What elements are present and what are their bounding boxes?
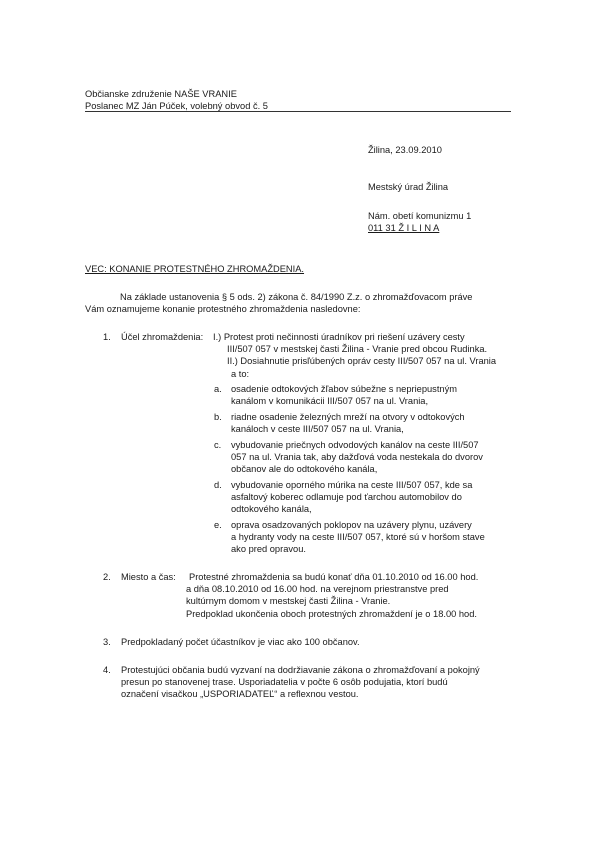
item-text-line: III/507 057 v mestskej časti Žilina - Vranie pred obcou Rudinka. — [227, 344, 488, 354]
sub-text-line: oprava osadzovaných poklopov na uzávery plynu, uzávery — [231, 520, 472, 530]
item-text-line: a dňa 08.10.2010 od 16.00 hod. na verejnom priestranstve pred — [186, 584, 449, 594]
item-text-line: a to: — [231, 369, 250, 379]
item-text-line: Predpoklad ukončenia oboch protestných zhromaždení je o 18.00 hod. — [186, 609, 477, 619]
sub-text-line: vybudovanie priečnych odvodových kanálov na ceste III/507 — [231, 440, 479, 450]
sub-text-line: 057 na ul. Vrania tak, aby dažďová voda nestekala do dvorov — [231, 452, 483, 462]
sub-text-line: osadenie odtokových žľabov súbežne s nepriepustným — [231, 384, 457, 394]
sub-letter: c. — [214, 440, 222, 450]
sub-text-line: asfaltový koberec odlamuje pod ťarchou automobilov do — [231, 492, 462, 502]
sender-organization: Občianske združenie NAŠE VRANIE — [85, 89, 237, 99]
item-number: 1. — [103, 332, 111, 342]
item-number: 2. — [103, 572, 111, 582]
intro-line-2: Vám oznamujeme konanie protestného zhromaždenia nasledovne: — [85, 304, 361, 314]
recipient-name: Mestský úrad Žilina — [368, 182, 449, 192]
sub-text-line: kanáloch v ceste III/507 057 na ul. Vrania, — [231, 424, 404, 434]
subject-line: VEC: KONANIE PROTESTNÉHO ZHROMAŽDENIA. — [85, 264, 305, 274]
item-number: 3. — [103, 637, 111, 647]
item-text-line: označení visačkou „USPORIADATEĽ“ a reflexnou vestou. — [121, 689, 359, 699]
item-text-line: presun po stanovenej trase. Usporiadatelia v počte 6 osôb podujatia, ktorí budú — [121, 677, 448, 687]
sub-text-line: riadne osadenie železných mreží na otvory v odtokových — [231, 412, 465, 422]
recipient-street: Nám. obetí komunizmu 1 — [368, 211, 472, 221]
header-divider — [85, 111, 511, 112]
recipient-city: 011 31 Ž I L I N A — [368, 223, 440, 233]
item-text-line: kultúrnym domom v mestskej časti Žilina - Vranie. — [186, 596, 391, 606]
item-text-line: II.) Dosiahnutie prisľúbených opráv cesty III/507 057 na ul. Vrania — [227, 356, 497, 366]
sub-text-line: vybudovanie oporného múrika na ceste III/507 057, kde sa — [231, 480, 473, 490]
sub-letter: d. — [214, 480, 222, 490]
item-text-line: Protestujúci občania budú vyzvaní na dodržiavanie zákona o zhromažďovaní a pokojný — [121, 665, 480, 675]
item-text-line: Predpokladaný počet účastníkov je viac ako 100 občanov. — [121, 637, 360, 647]
sub-text-line: ako pred opravou. — [231, 544, 306, 554]
sub-text-line: kanálom v komunikácii III/507 057 na ul. Vrania, — [231, 396, 429, 406]
item-text-line: Protestné zhromaždenia sa budú konať dňa 01.10.2010 od 16.00 hod. — [189, 572, 479, 582]
intro-line-1: Na základe ustanovenia § 5 ods. 2) zákona č. 84/1990 Z.z. o zhromažďovacom práve — [120, 292, 473, 302]
item-number: 4. — [103, 665, 111, 675]
date-line: Žilina, 23.09.2010 — [368, 145, 442, 155]
item-label: Účel zhromaždenia: — [121, 332, 204, 342]
sub-letter: e. — [214, 520, 222, 530]
item-text-line: I.) Protest proti nečinnosti úradníkov pri riešení uzávery cesty — [213, 332, 465, 342]
sub-text-line: a hydranty vody na ceste III/507 057, ktoré sú v horšom stave — [231, 532, 485, 542]
sub-letter: b. — [214, 412, 222, 422]
sub-letter: a. — [214, 384, 222, 394]
sender-name: Poslanec MZ Ján Púček, volebný obvod č. 5 — [85, 101, 268, 111]
item-label: Miesto a čas: — [121, 572, 176, 582]
sub-text-line: odtokového kanála, — [231, 504, 312, 514]
sub-text-line: občanov ale do odtokového kanála, — [231, 464, 378, 474]
